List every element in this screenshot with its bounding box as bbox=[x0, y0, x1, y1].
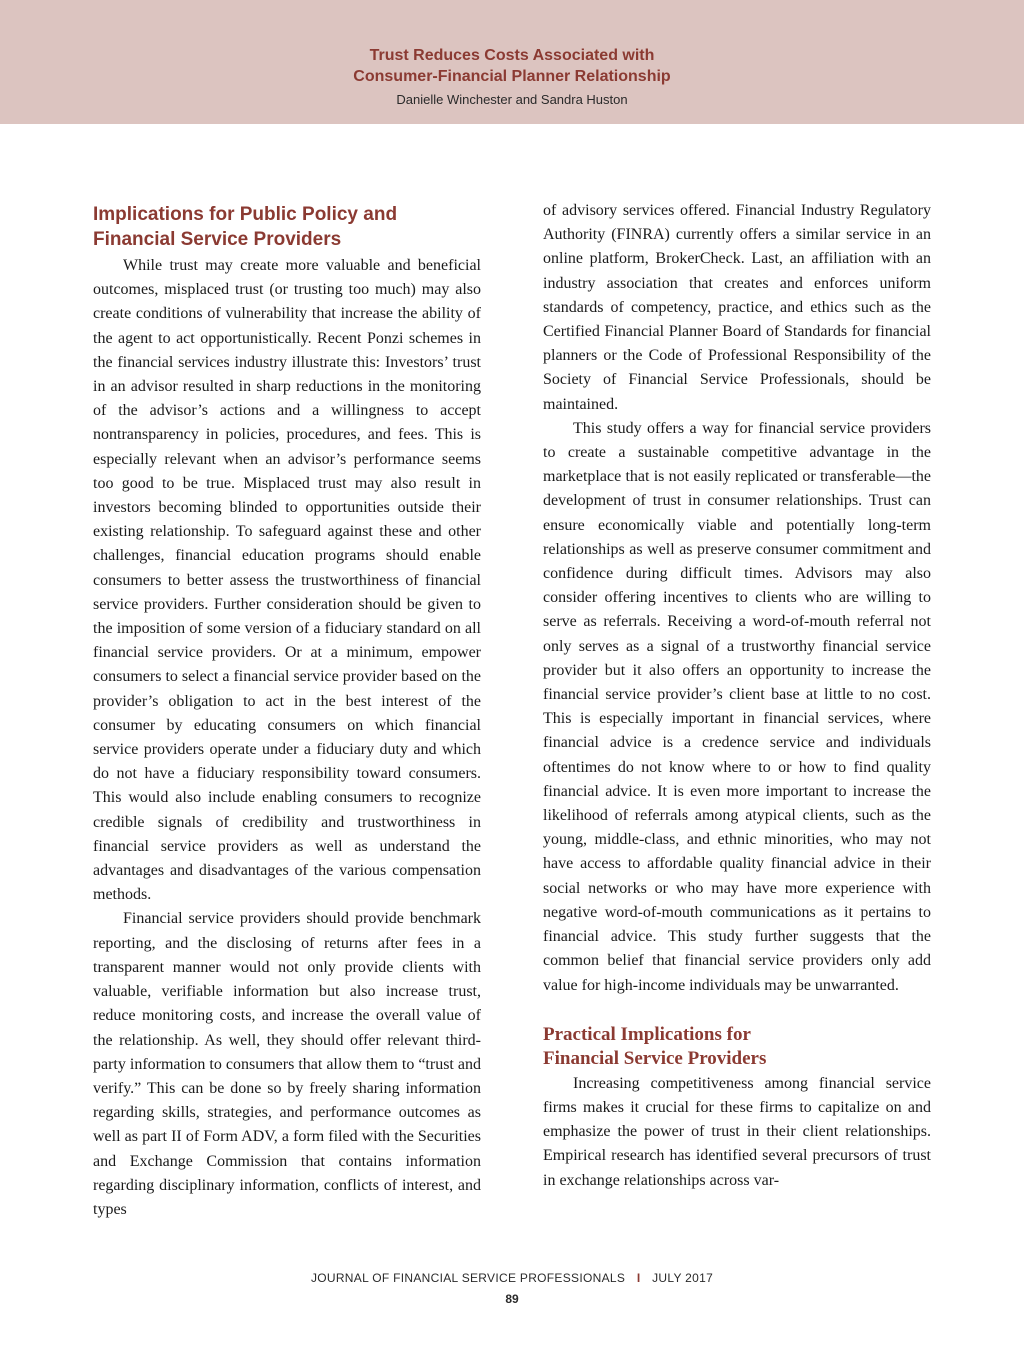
section-heading-line-2: Financial Service Providers bbox=[543, 1047, 767, 1069]
journal-name: JOURNAL OF FINANCIAL SERVICE PROFESSIONALS bbox=[310, 1271, 626, 1285]
article-authors: Danielle Winchester and Sandra Huston bbox=[396, 92, 628, 107]
right-column bbox=[543, 199, 931, 1193]
section-heading-practical-implications bbox=[543, 1023, 931, 1071]
section-heading-line-1: Implications for Public Policy and bbox=[93, 204, 398, 225]
body-paragraph: This study offers a way for financial service providers to create a sustainable competitive advantage in the marketplace that is not easily replicated or transferable—the development of trust in consumer relationships. Trust can ensure economically viable and potentially long-term relationships as well as preserve consumer commitment and confidence during difficult times. Advisors may also consider offering incentives to clients who are willing to serve as referrals. Receiving a word-of-mouth referral not only serves as a signal of a trustworthy financial service provider but it also offers an opportunity to increase the financial service provider’s client base at little to no cost. This is especially important in financial services, where financial advice is a credence service and individuals oftentimes do not know where to or how to find quality financial advice. It is even more important to increase the likelihood of referrals among atypical clients, such as the young, middle-class, and ethnic minorities, who may not have access to affordable quality financial advice in their social networks or who may have more experience with negative word-of-mouth communications as it pertains to financial advice. This study further suggests that the common belief that financial service providers only add value for high-income individuals may be unwarranted. bbox=[543, 419, 931, 994]
section-heading-line-1: Practical Implications for bbox=[543, 1023, 751, 1045]
article-title-line-1: Trust Reduces Costs Associated with bbox=[369, 47, 655, 64]
body-paragraph-continued: of advisory services offered. Financial Industry Regulatory Authority (FINRA) currently offers a similar service in an online platform, BrokerCheck. Last, an affiliation with an industry association that creates and enforces uniform standards of competency, practice, and ethics such as the Certified Financial Planner Board of Standards for financial planners or the Code of Professional Responsibility of the Society of Financial Service Professionals, should be maintained. bbox=[543, 202, 931, 413]
body-paragraph: Financial service providers should provide benchmark reporting, and the disclosing of returns after fees in a transparent manner would not only provide clients with valuable, verifiable information but also increase trust, reduce monitoring costs, and increase the overall value of the relationship. As well, they should offer relevant third-party information to consumers that allow them to “trust and verify.” This can be done so by freely sharing information regarding skills, strategies, and performance outcomes as well as part II of Form ADV, a form filed with the Securities and Exchange Commission that contains information regarding disciplinary information, conflicts of interest, and types bbox=[93, 910, 481, 1218]
page-number: 89 bbox=[505, 1292, 519, 1306]
running-header bbox=[0, 0, 1024, 124]
section-heading-public-policy bbox=[93, 202, 481, 252]
section-heading-line-2: Financial Service Providers bbox=[93, 229, 342, 250]
left-column bbox=[93, 199, 481, 1222]
footer-separator: I bbox=[636, 1271, 641, 1285]
article-title bbox=[0, 45, 1024, 87]
article-title-line-2: Consumer-Financial Planner Relationship bbox=[353, 68, 671, 85]
issue-date: JULY 2017 bbox=[652, 1271, 714, 1285]
running-footer bbox=[0, 1271, 1024, 1285]
body-paragraph: Increasing competitiveness among financial service firms makes it crucial for these firms to capitalize on and emphasize the power of trust in their client relationships. Empirical research has identified several precursors of trust in exchange relationships across var- bbox=[543, 1074, 931, 1189]
section-spacer bbox=[543, 998, 931, 1023]
body-paragraph: While trust may create more valuable and beneficial outcomes, misplaced trust (or trusting too much) may also create conditions of vulnerability that increase the ability of the agent to act opportunistically. Recent Ponzi schemes in the financial services industry illustrate this: Investors’ trust in an advisor resulted in sharp reductions in the monitoring of the advisor’s actions and a willingness to accept nontransparency in policies, procedures, and fees. This is especially relevant when an advisor’s performance seems too good to be true. Misplaced trust may also result in investors becoming blinded to opportunities outside their existing relationship. To safeguard against these and other challenges, financial education programs should enable consumers to better assess the trustworthiness of financial service providers. Further consideration should be given to the imposition of some version of a fiduciary standard on all financial service providers. Or at a minimum, empower consumers to select a financial service provider based on the provider’s obligation to act in the best interest of the consumer by educating consumers on which financial service providers operate under a fiduciary duty and which do not have a fiduciary responsibility toward consumers. This would also include enabling consumers to recognize credible signals of credibility and trustworthiness in financial service providers as well as understand the advantages and disadvantages of the various compensation methods. bbox=[93, 257, 481, 904]
